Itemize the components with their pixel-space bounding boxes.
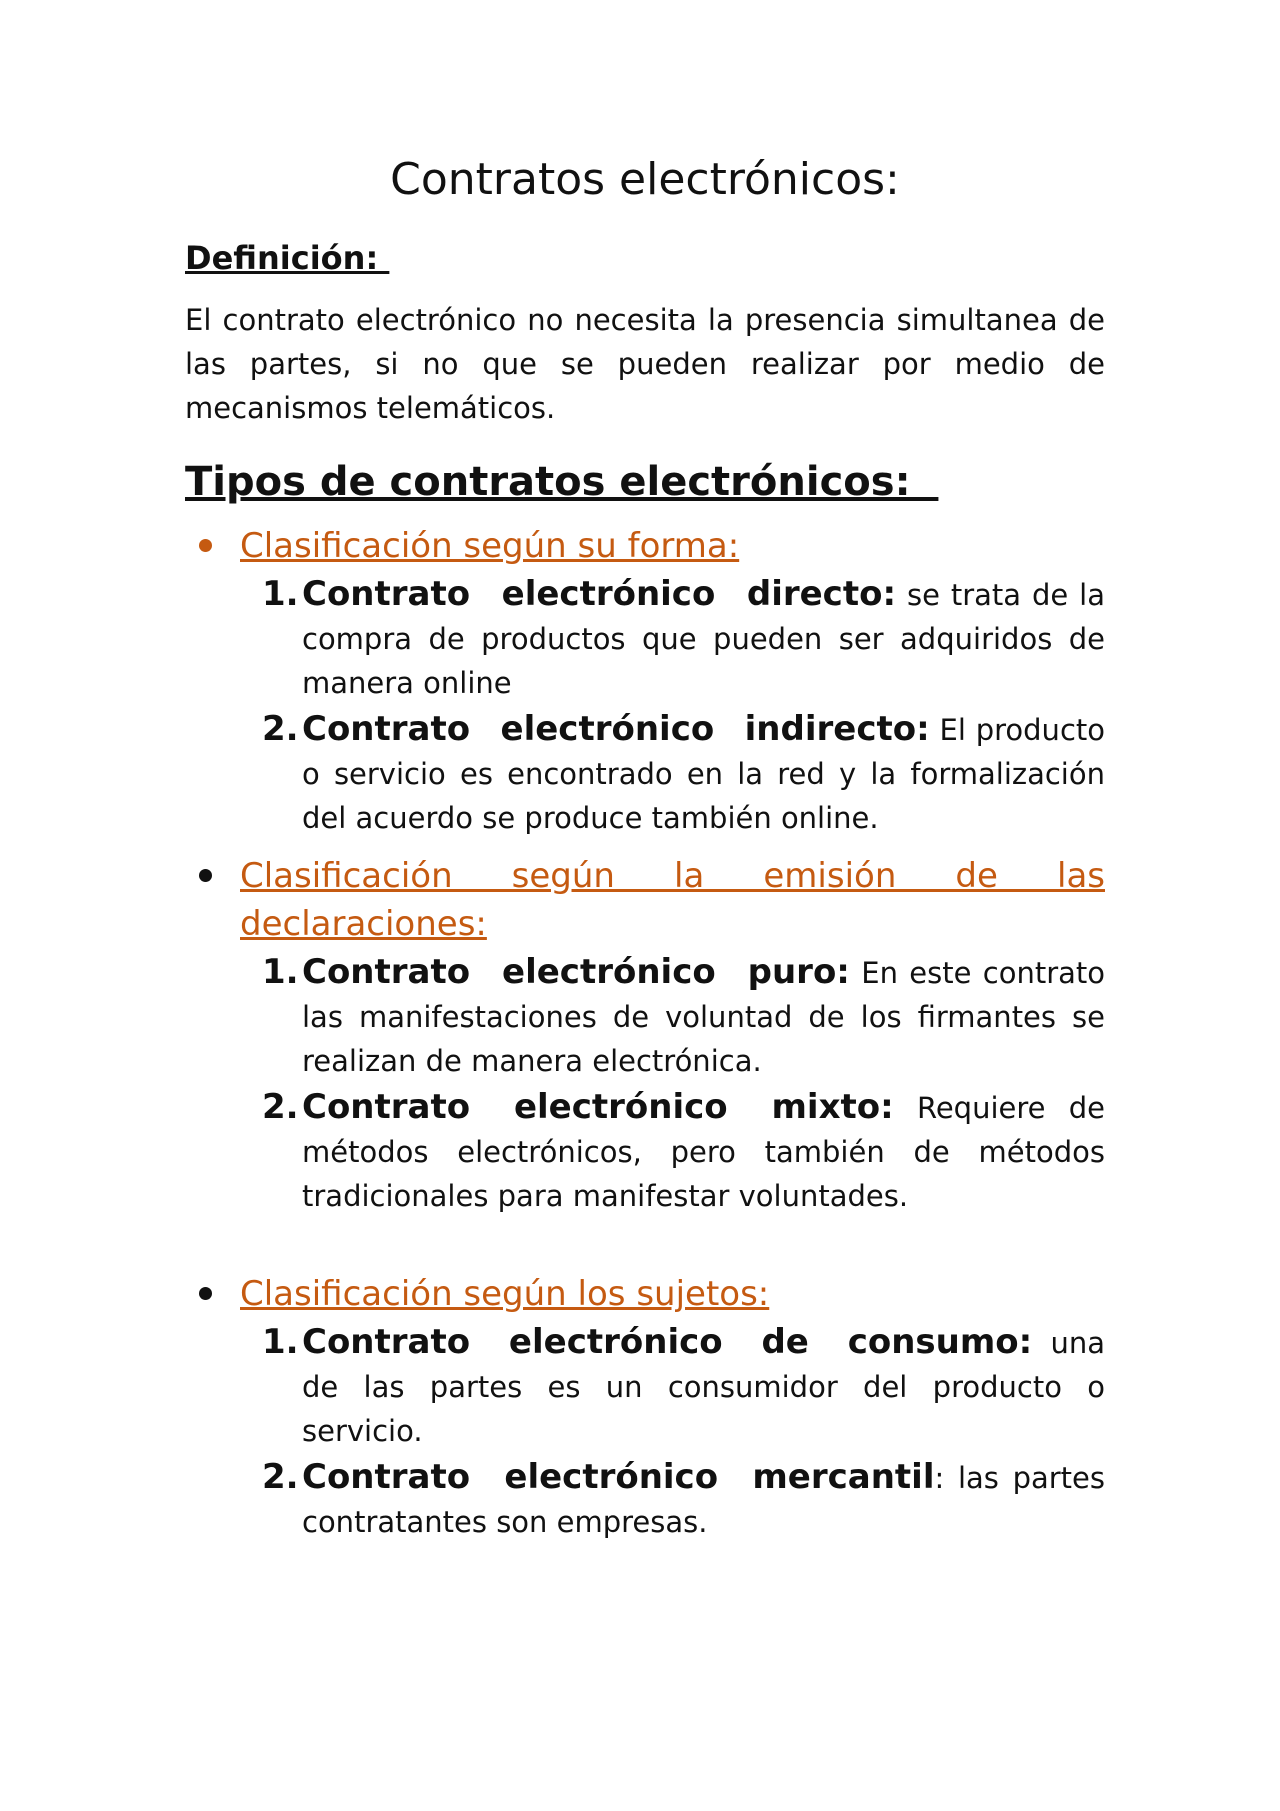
bullet-icon <box>199 539 212 552</box>
item-number: 1. <box>262 574 299 614</box>
item-term-suffix: : <box>934 1461 945 1495</box>
item-description: El producto o servicio es encontrado en la red y la formalización del acuerdo se produce también online. <box>302 713 1105 835</box>
list-item <box>185 572 1105 705</box>
category-label: Clasificación según su forma: <box>240 526 740 566</box>
item-number: 2. <box>262 1457 299 1497</box>
category-declarations-items <box>185 950 1105 1218</box>
document-title: Contratos electrónicos: <box>390 154 900 205</box>
item-number: 2. <box>262 709 299 749</box>
item-term: Contrato electrónico de consumo: <box>302 1322 1033 1362</box>
category-label: Clasificación según la emisión de las declaraciones: <box>240 856 1105 944</box>
category-subjects-items <box>185 1320 1105 1544</box>
item-description: Requiere de métodos electrónicos, pero también de métodos tradicionales para manifestar voluntades. <box>302 1091 1105 1213</box>
item-description: una de las partes es un consumidor del producto o servicio. <box>302 1326 1105 1448</box>
list-item <box>185 1320 1105 1453</box>
category-form-items <box>185 572 1105 840</box>
list-item <box>185 707 1105 840</box>
category-label: Clasificación según los sujetos: <box>240 1274 770 1314</box>
item-term: Contrato electrónico indirecto: <box>302 709 930 749</box>
item-term: Contrato electrónico mercantil <box>302 1457 935 1497</box>
list-item <box>185 1085 1105 1218</box>
category-subjects <box>185 1270 1105 1318</box>
item-description: las partes contratantes son empresas. <box>302 1461 1105 1539</box>
item-number: 1. <box>262 952 299 992</box>
item-number: 1. <box>262 1322 299 1362</box>
bullet-icon <box>199 1287 212 1300</box>
item-term: Contrato electrónico directo: <box>302 574 897 614</box>
item-term: Contrato electrónico mixto: <box>302 1087 894 1127</box>
item-term: Contrato electrónico puro: <box>302 952 850 992</box>
spacer <box>185 1218 1105 1258</box>
definition-text: El contrato electrónico no necesita la presencia simultanea de las partes, si no que se pueden realizar por medio de mecanismos telemáticos. <box>185 303 1105 425</box>
category-declarations <box>185 852 1105 948</box>
definition-heading: Definición: <box>185 239 390 277</box>
item-number: 2. <box>262 1087 299 1127</box>
document-page <box>185 150 1105 1544</box>
list-item <box>185 950 1105 1083</box>
category-form <box>185 522 1105 570</box>
list-item <box>185 1455 1105 1544</box>
item-description: En este contrato las manifestaciones de voluntad de los firmantes se realizan de manera electrónica. <box>302 956 1105 1078</box>
types-heading: Tipos de contratos electrónicos: <box>185 459 939 505</box>
bullet-icon <box>199 869 212 882</box>
item-description: se trata de la compra de productos que pueden ser adquiridos de manera online <box>302 578 1106 700</box>
